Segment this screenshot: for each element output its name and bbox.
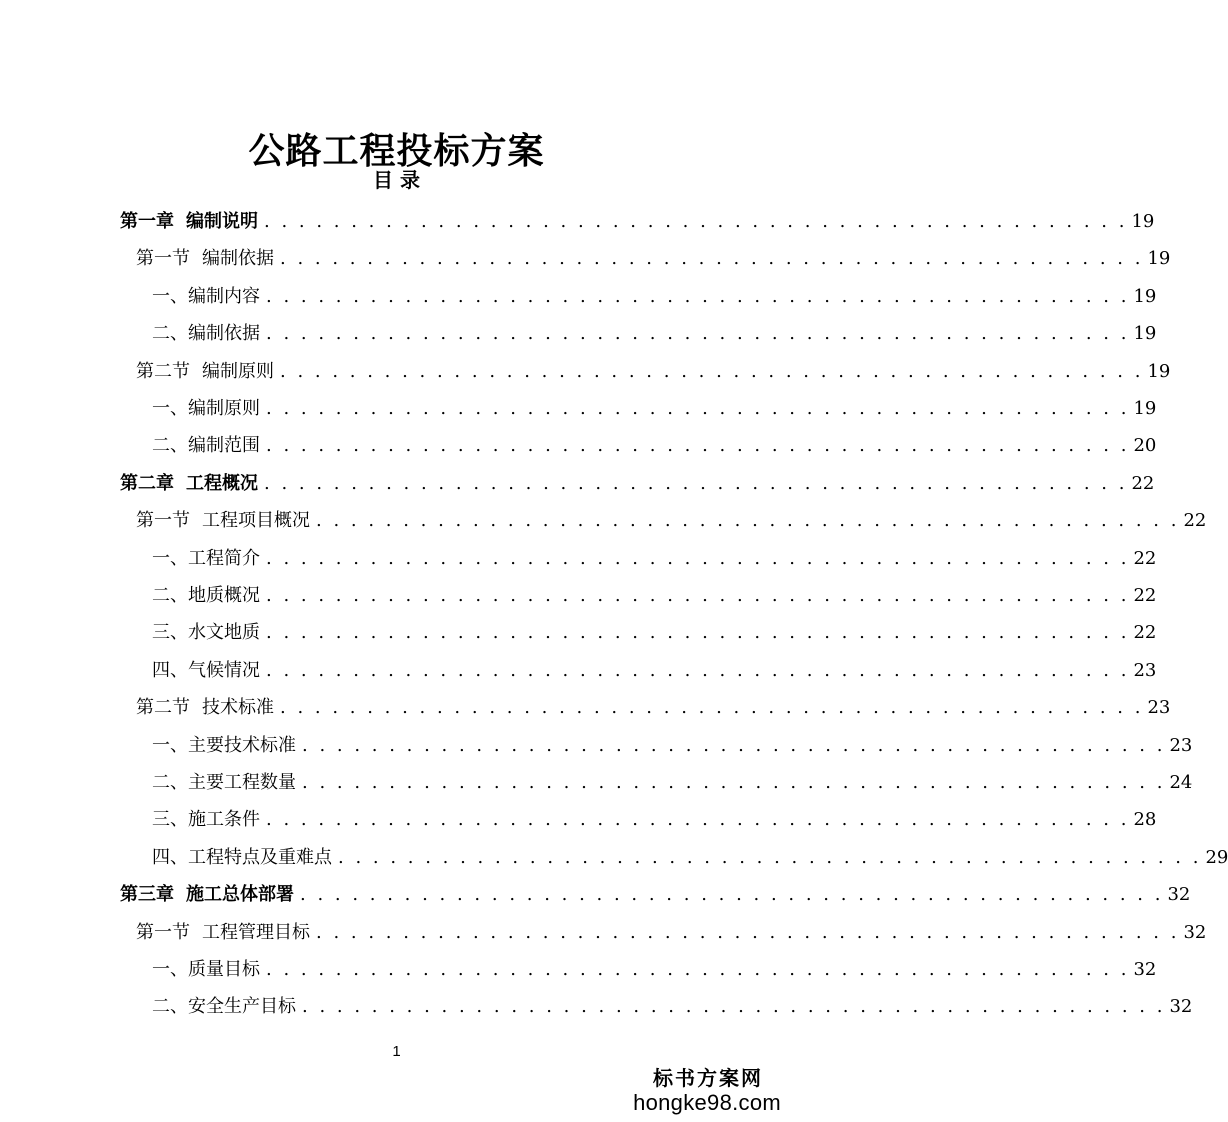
toc-entry-number: 四、 [152, 660, 188, 681]
toc-page-number: 19 [1133, 286, 1157, 307]
toc-page-number: 32 [1169, 996, 1193, 1017]
toc-entry-label [136, 506, 310, 536]
toc-dot-leader: . . . . . . . . . . . . . . . . . . . . . . . . . . . . . . . . . . . . . . . . . . . . . . . . . . [266, 959, 1130, 980]
toc-entry-text: 编制原则 [188, 398, 260, 419]
toc-entry-text: 编制依据 [188, 323, 260, 344]
toc-entry-text: 工程项目概况 [202, 510, 310, 531]
toc-entry-label [136, 693, 274, 723]
toc-dot-leader: . . . . . . . . . . . . . . . . . . . . . . . . . . . . . . . . . . . . . . . . . . . . . . . . . . [264, 211, 1128, 232]
toc-entry-text: 水文地质 [188, 622, 260, 643]
toc-page-number: 32 [1183, 922, 1207, 943]
toc-entry-number: 三、 [152, 622, 188, 643]
toc-entry-level-3[interactable] [152, 731, 1193, 761]
toc-page-number: 29 [1205, 847, 1228, 868]
toc-entry-number: 二、 [152, 585, 188, 606]
toc-entry-number: 第一章 [120, 211, 174, 232]
toc-dot-leader: . . . . . . . . . . . . . . . . . . . . . . . . . . . . . . . . . . . . . . . . . . . . . . . . . . [316, 922, 1180, 943]
toc-entry-level-3[interactable] [152, 656, 1157, 686]
toc-entry-level-3[interactable] [152, 319, 1157, 349]
toc-entry-label [136, 244, 274, 274]
toc-entry-label [152, 843, 332, 873]
toc-page-number: 19 [1147, 248, 1171, 269]
toc-dot-leader: . . . . . . . . . . . . . . . . . . . . . . . . . . . . . . . . . . . . . . . . . . . . . . . . . . [266, 660, 1130, 681]
toc-entry-number: 一、 [152, 959, 188, 980]
toc-entry-number: 二、 [152, 435, 188, 456]
toc-entry-number: 第二章 [120, 473, 174, 494]
toc-entry-text: 编制内容 [188, 286, 260, 307]
toc-entry-label [152, 394, 260, 424]
toc-entry-label [120, 469, 258, 499]
toc-entry-number: 一、 [152, 286, 188, 307]
toc-entry-text: 地质概况 [188, 585, 260, 606]
toc-entry-level-2[interactable] [136, 506, 1207, 536]
toc-dot-leader: . . . . . . . . . . . . . . . . . . . . . . . . . . . . . . . . . . . . . . . . . . . . . . . . . . [266, 548, 1130, 569]
toc-entry-label [152, 282, 260, 312]
toc-entry-number: 一、 [152, 548, 188, 569]
toc-entry-label [152, 768, 296, 798]
toc-entry-level-3[interactable] [152, 581, 1157, 611]
toc-dot-leader: . . . . . . . . . . . . . . . . . . . . . . . . . . . . . . . . . . . . . . . . . . . . . . . . . . [264, 473, 1128, 494]
toc-dot-leader: . . . . . . . . . . . . . . . . . . . . . . . . . . . . . . . . . . . . . . . . . . . . . . . . . . [302, 735, 1166, 756]
toc-entry-level-3[interactable] [152, 955, 1157, 985]
toc-entry-level-3[interactable] [152, 768, 1193, 798]
toc-entry-label [152, 955, 260, 985]
toc-page-number: 22 [1183, 510, 1207, 531]
toc-entry-level-3[interactable] [152, 805, 1157, 835]
toc-entry-label [152, 319, 260, 349]
toc-dot-leader: . . . . . . . . . . . . . . . . . . . . . . . . . . . . . . . . . . . . . . . . . . . . . . . . . . [316, 510, 1180, 531]
toc-entry-level-3[interactable] [152, 992, 1193, 1022]
toc-dot-leader: . . . . . . . . . . . . . . . . . . . . . . . . . . . . . . . . . . . . . . . . . . . . . . . . . . [266, 286, 1130, 307]
toc-entry-text: 气候情况 [188, 660, 260, 681]
toc-entry-level-2[interactable] [136, 357, 1171, 387]
toc-entry-label [152, 581, 260, 611]
toc-dot-leader: . . . . . . . . . . . . . . . . . . . . . . . . . . . . . . . . . . . . . . . . . . . . . . . . . . [280, 248, 1144, 269]
toc-entry-text: 质量目标 [188, 959, 260, 980]
toc-entry-number: 二、 [152, 323, 188, 344]
toc-entry-level-3[interactable] [152, 618, 1157, 648]
toc-entry-level-3[interactable] [152, 843, 1228, 873]
toc-dot-leader: . . . . . . . . . . . . . . . . . . . . . . . . . . . . . . . . . . . . . . . . . . . . . . . . . . [302, 772, 1166, 793]
toc-page-number: 19 [1133, 398, 1157, 419]
toc-dot-leader: . . . . . . . . . . . . . . . . . . . . . . . . . . . . . . . . . . . . . . . . . . . . . . . . . . [266, 323, 1130, 344]
toc-entry-number: 二、 [152, 996, 188, 1017]
toc-entry-number: 二、 [152, 772, 188, 793]
toc-entry-number: 第一节 [136, 248, 190, 269]
toc-entry-level-1[interactable] [120, 207, 1155, 237]
toc-entry-number: 第一节 [136, 510, 190, 531]
toc-entry-label [152, 731, 296, 761]
watermark-site-name: 标书方案网 [653, 1066, 763, 1090]
toc-page-number: 23 [1133, 660, 1157, 681]
toc-heading: 目 录 [373, 168, 420, 192]
toc-entry-text: 工程管理目标 [202, 922, 310, 943]
toc-page-number: 32 [1167, 884, 1191, 905]
page-number: 1 [392, 1043, 401, 1060]
toc-page-number: 23 [1169, 735, 1193, 756]
toc-entry-level-2[interactable] [136, 918, 1207, 948]
toc-dot-leader: . . . . . . . . . . . . . . . . . . . . . . . . . . . . . . . . . . . . . . . . . . . . . . . . . . [266, 809, 1130, 830]
toc-entry-level-3[interactable] [152, 431, 1157, 461]
toc-dot-leader: . . . . . . . . . . . . . . . . . . . . . . . . . . . . . . . . . . . . . . . . . . . . . . . . . . [266, 585, 1130, 606]
toc-entry-text: 编制范围 [188, 435, 260, 456]
toc-entry-label [136, 918, 310, 948]
toc-entry-text: 编制说明 [186, 211, 258, 232]
toc-entry-label [120, 207, 258, 237]
toc-entry-number: 第三章 [120, 884, 174, 905]
toc-entry-number: 第一节 [136, 922, 190, 943]
toc-entry-text: 技术标准 [202, 697, 274, 718]
toc-page-number: 22 [1133, 585, 1157, 606]
toc-dot-leader: . . . . . . . . . . . . . . . . . . . . . . . . . . . . . . . . . . . . . . . . . . . . . . . . . . [280, 361, 1144, 382]
toc-entry-label [152, 618, 260, 648]
toc-entry-text: 安全生产目标 [188, 996, 296, 1017]
toc-entry-label [152, 805, 260, 835]
toc-entry-text: 施工总体部署 [186, 884, 294, 905]
toc-page-number: 19 [1147, 361, 1171, 382]
toc-entry-number: 四、 [152, 847, 188, 868]
toc-page-number: 22 [1133, 622, 1157, 643]
toc-dot-leader: . . . . . . . . . . . . . . . . . . . . . . . . . . . . . . . . . . . . . . . . . . . . . . . . . . [266, 398, 1130, 419]
toc-page-number: 22 [1133, 548, 1157, 569]
site-watermark [591, 1066, 781, 1116]
toc-entry-text: 编制依据 [202, 248, 274, 269]
watermark-domain: hongke98.com [633, 1090, 781, 1115]
toc-entry-level-3[interactable] [152, 544, 1157, 574]
toc-entry-number: 第二节 [136, 361, 190, 382]
toc-entry-text: 主要工程数量 [188, 772, 296, 793]
toc-entry-text: 施工条件 [188, 809, 260, 830]
toc-entry-label [120, 880, 294, 910]
toc-entry-text: 编制原则 [202, 361, 274, 382]
toc-entry-level-3[interactable] [152, 394, 1157, 424]
toc-entry-text: 主要技术标准 [188, 735, 296, 756]
toc-dot-leader: . . . . . . . . . . . . . . . . . . . . . . . . . . . . . . . . . . . . . . . . . . . . . . . . . . [300, 884, 1164, 905]
toc-entry-number: 第二节 [136, 697, 190, 718]
toc-entry-text: 工程简介 [188, 548, 260, 569]
toc-entry-label [152, 992, 296, 1022]
toc-entry-level-1[interactable] [120, 469, 1155, 499]
toc-entry-number: 一、 [152, 735, 188, 756]
toc-entry-level-2[interactable] [136, 244, 1171, 274]
toc-dot-leader: . . . . . . . . . . . . . . . . . . . . . . . . . . . . . . . . . . . . . . . . . . . . . . . . . . [302, 996, 1166, 1017]
toc-entry-level-1[interactable] [120, 880, 1191, 910]
toc-page-number: 19 [1131, 211, 1155, 232]
toc-page-number: 24 [1169, 772, 1193, 793]
toc-entry-level-2[interactable] [136, 693, 1171, 723]
toc-entry-label [152, 544, 260, 574]
toc-entry-label [136, 357, 274, 387]
toc-entry-level-3[interactable] [152, 282, 1157, 312]
toc-dot-leader: . . . . . . . . . . . . . . . . . . . . . . . . . . . . . . . . . . . . . . . . . . . . . . . . . . [338, 847, 1202, 868]
toc-entry-text: 工程概况 [186, 473, 258, 494]
toc-dot-leader: . . . . . . . . . . . . . . . . . . . . . . . . . . . . . . . . . . . . . . . . . . . . . . . . . . [266, 435, 1130, 456]
toc-entry-number: 一、 [152, 398, 188, 419]
toc-page-number: 23 [1147, 697, 1171, 718]
toc-page-number: 20 [1133, 435, 1157, 456]
toc-entry-label [152, 431, 260, 461]
toc-dot-leader: . . . . . . . . . . . . . . . . . . . . . . . . . . . . . . . . . . . . . . . . . . . . . . . . . . [280, 697, 1144, 718]
toc-page-number: 28 [1133, 809, 1157, 830]
toc-dot-leader: . . . . . . . . . . . . . . . . . . . . . . . . . . . . . . . . . . . . . . . . . . . . . . . . . . [266, 622, 1130, 643]
toc-page-number: 22 [1131, 473, 1155, 494]
document-title: 公路工程投标方案 [248, 131, 545, 173]
toc-page-number: 19 [1133, 323, 1157, 344]
toc-page-number: 32 [1133, 959, 1157, 980]
toc-entry-label [152, 656, 260, 686]
toc-entry-text: 工程特点及重难点 [188, 847, 332, 868]
toc-entry-number: 三、 [152, 809, 188, 830]
